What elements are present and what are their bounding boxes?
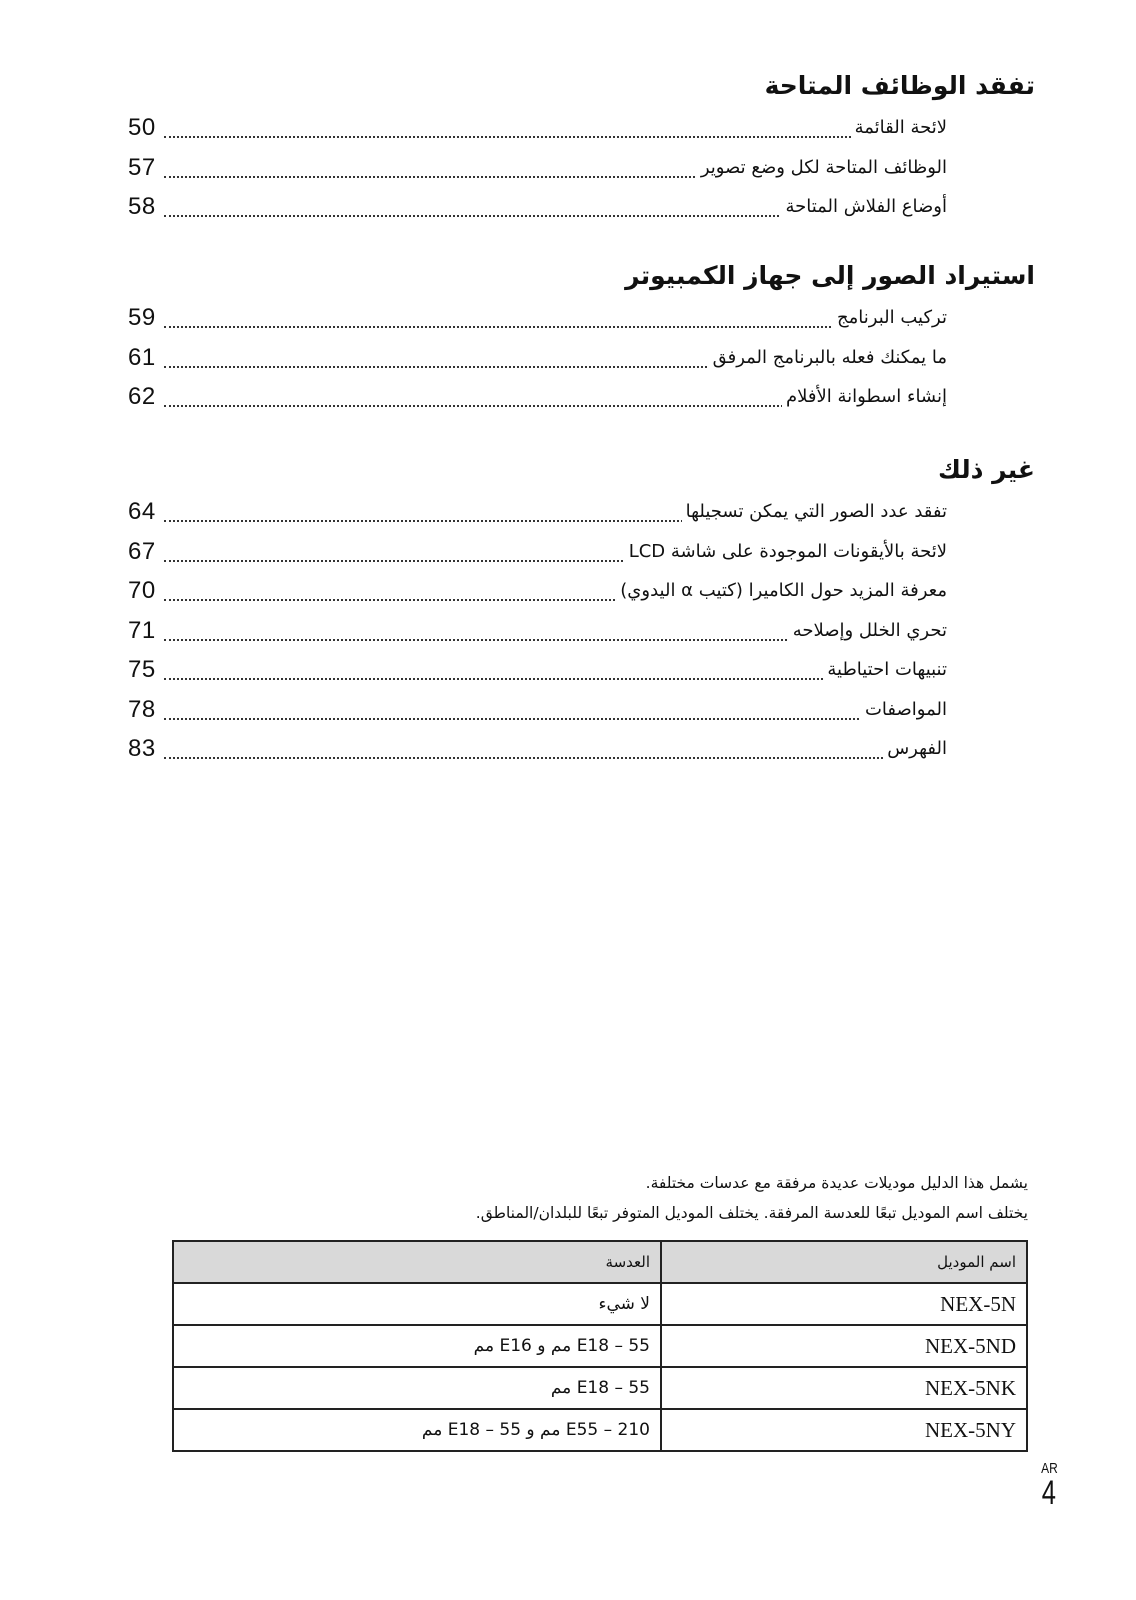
section-title: غير ذلك — [937, 455, 1035, 484]
model-cell: NEX-5ND — [661, 1325, 1027, 1367]
toc-section-import — [120, 258, 1035, 417]
toc-entry[interactable] — [120, 650, 1035, 690]
section-title: تفقد الوظائف المتاحة — [764, 71, 1035, 100]
model-cell: NEX-5NK — [661, 1367, 1027, 1409]
toc-entry[interactable] — [120, 492, 1035, 532]
toc-page-number: 67 — [128, 537, 156, 565]
dot-leader — [164, 324, 947, 328]
toc-entry[interactable] — [120, 532, 1035, 572]
toc-entry[interactable] — [120, 611, 1035, 651]
toc-entry-label: المواصفات — [861, 690, 947, 729]
toc-section-functions — [120, 68, 1035, 227]
toc-section-other — [120, 452, 1035, 769]
table-row — [173, 1409, 1027, 1451]
table-row — [173, 1283, 1027, 1325]
toc-page-number: 62 — [128, 383, 156, 410]
toc-entry-label: تحري الخلل وإصلاحه — [789, 611, 947, 650]
lens-column-header: العدسة — [173, 1241, 661, 1283]
language-code: AR — [1041, 1460, 1058, 1477]
table-header-row — [173, 1241, 1027, 1283]
toc-page-number: 78 — [128, 695, 156, 723]
toc-page-number: 61 — [128, 343, 156, 371]
toc-entry-label: لائحة بالأيقونات الموجودة على شاشة LCD — [625, 532, 947, 571]
models-note: يختلف اسم الموديل تبعًا للعدسة المرفقة. يختلف الموديل المتوفر تبعًا للبلدان/المناطق. — [475, 1204, 1028, 1222]
toc-page-number: 59 — [128, 304, 156, 331]
toc-entry[interactable] — [120, 298, 1035, 338]
toc-entry[interactable] — [120, 148, 1035, 188]
toc-entry-label: أوضاع الفلاش المتاحة — [781, 187, 947, 226]
toc-entry-label: الوظائف المتاحة لكل وضع تصوير — [697, 148, 947, 187]
toc-entry[interactable] — [120, 187, 1035, 227]
toc-entry[interactable] — [120, 377, 1035, 417]
toc-page-number: 83 — [128, 735, 156, 762]
lens-cell: E18 – 55 مم و E16 مم — [173, 1325, 661, 1367]
models-table — [172, 1240, 1028, 1452]
toc-page-number: 64 — [128, 498, 156, 525]
toc-entry[interactable] — [120, 108, 1035, 148]
table-row — [173, 1367, 1027, 1409]
toc-entry-label: تفقد عدد الصور التي يمكن تسجيلها — [682, 492, 947, 531]
toc-entry-label: تركيب البرنامج — [833, 298, 947, 337]
toc-entry-label: إنشاء اسطوانة الأفلام — [782, 377, 947, 416]
toc-page-number: 75 — [128, 656, 156, 683]
toc-page-number: 57 — [128, 153, 156, 181]
toc-page-number: 71 — [128, 616, 156, 644]
model-cell: NEX-5NY — [661, 1409, 1027, 1451]
table-row — [173, 1325, 1027, 1367]
toc-page-number: 70 — [128, 577, 156, 604]
toc-entry-label: لائحة القائمة — [851, 108, 947, 147]
lens-cell: E18 – 55 مم — [173, 1367, 661, 1409]
toc-entry-label: معرفة المزيد حول الكاميرا (كتيب α اليدوي) — [616, 571, 947, 610]
toc-page-number: 58 — [128, 193, 156, 220]
dot-leader — [164, 755, 947, 759]
toc-entry-label: ما يمكنك فعله بالبرنامج المرفق — [709, 338, 947, 377]
section-title: استيراد الصور إلى جهاز الكمبيوتر — [625, 261, 1035, 290]
page-number: 4 — [1041, 1474, 1056, 1512]
toc-entry[interactable] — [120, 690, 1035, 730]
toc-entry[interactable] — [120, 571, 1035, 611]
toc-entry[interactable] — [120, 338, 1035, 378]
dot-leader — [164, 716, 947, 720]
toc-entry-label: تنبيهات احتياطية — [823, 650, 947, 689]
toc-entry-label: الفهرس — [883, 729, 947, 768]
lens-cell: E55 – 210 مم و E18 – 55 مم — [173, 1409, 661, 1451]
toc-page-number: 50 — [128, 114, 156, 141]
models-note: يشمل هذا الدليل موديلات عديدة مرفقة مع عدسات مختلفة. — [645, 1174, 1028, 1192]
dot-leader — [164, 134, 947, 138]
toc-entry[interactable] — [120, 729, 1035, 769]
lens-cell: لا شيء — [173, 1283, 661, 1325]
model-cell: NEX-5N — [661, 1283, 1027, 1325]
model-column-header: اسم الموديل — [661, 1241, 1027, 1283]
